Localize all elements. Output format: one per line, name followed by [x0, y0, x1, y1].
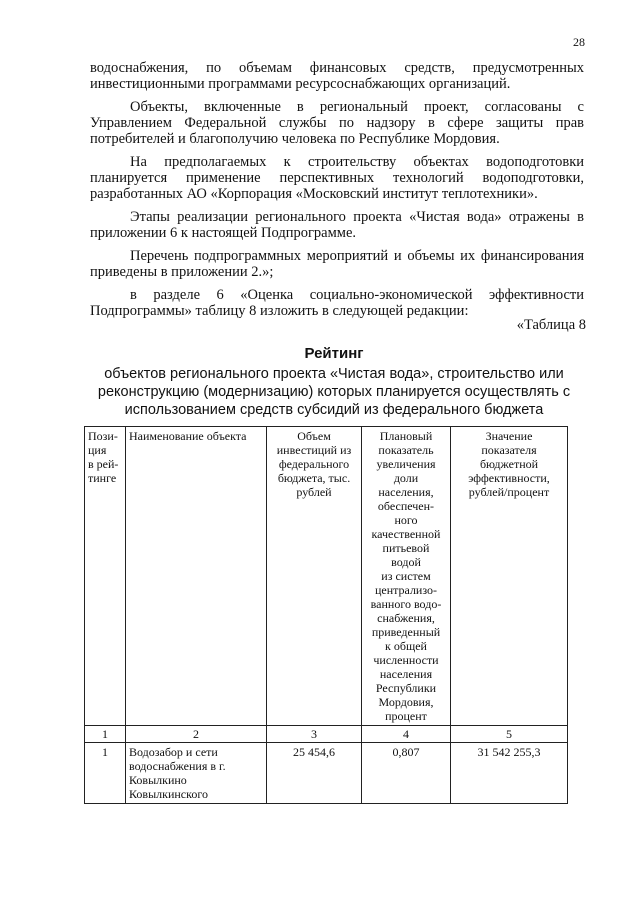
heading-title: Рейтинг — [304, 345, 364, 362]
table-row — [85, 743, 568, 804]
column-number: 4 — [362, 726, 451, 743]
table-header-row — [85, 427, 568, 726]
header-position: Пози- ция в рей- тинге — [85, 427, 126, 726]
cell-investment: 25 454,6 — [267, 743, 362, 804]
cell-position: 1 — [85, 743, 126, 804]
column-number: 5 — [451, 726, 568, 743]
column-number: 1 — [85, 726, 126, 743]
table-caption: «Таблица 8 — [516, 317, 586, 333]
rating-heading — [84, 345, 584, 419]
paragraph: Объекты, включенные в региональный проект, согласованы с Управлением Федеральной службы по надзору в сфере защиты прав потребителей и благополучию человека по Республике Мордовия. — [90, 99, 584, 147]
rating-table — [84, 426, 568, 804]
paragraph: в разделе 6 «Оценка социально-экономической эффективности Подпрограммы» таблицу 8 изложить в следующей редакции: — [90, 287, 584, 319]
heading-subtitle: объектов регионального проекта «Чистая вода», строительство или реконструкцию (модернизацию) которых планируется осуществлять с использованием средств субсидий из федерального бюджета — [97, 366, 571, 418]
paragraph: водоснабжения, по объемам финансовых средств, предусмотренных инвестиционными программами ресурсоснабжающих организаций. — [90, 60, 584, 92]
cell-indicator: 0,807 — [362, 743, 451, 804]
paragraph: Перечень подпрограммных мероприятий и объемы их финансирования приведены в приложении 2.»; — [90, 248, 584, 280]
paragraph: Этапы реализации регионального проекта «Чистая вода» отражены в приложении 6 к настоящей Подпрограмме. — [90, 209, 584, 241]
column-number-row — [85, 726, 568, 743]
header-indicator: Плановый показатель увеличения доли населения, обеспечен- ного качественной питьевой водой из систем централизо- ванного водо- снабжения, приведенный к общей численности населения Республики Мордовия, процент — [362, 427, 451, 726]
page-number: 28 — [573, 35, 585, 49]
cell-object-name: Водозабор и сети водоснабжения в г. Ковылкино Ковылкинского — [126, 743, 267, 804]
body-text — [90, 60, 584, 326]
header-object-name: Наименование объекта — [126, 427, 267, 726]
header-efficiency: Значение показателя бюджетной эффективности, рублей/процент — [451, 427, 568, 726]
paragraph: На предполагаемых к строительству объектах водоподготовки планируется применение перспективных технологий водоподготовки, разработанных АО «Корпорация «Московский институт теплотехники». — [90, 154, 584, 202]
header-investment: Объем инвестиций из федерального бюджета, тыс. рублей — [267, 427, 362, 726]
cell-efficiency: 31 542 255,3 — [451, 743, 568, 804]
column-number: 2 — [126, 726, 267, 743]
column-number: 3 — [267, 726, 362, 743]
